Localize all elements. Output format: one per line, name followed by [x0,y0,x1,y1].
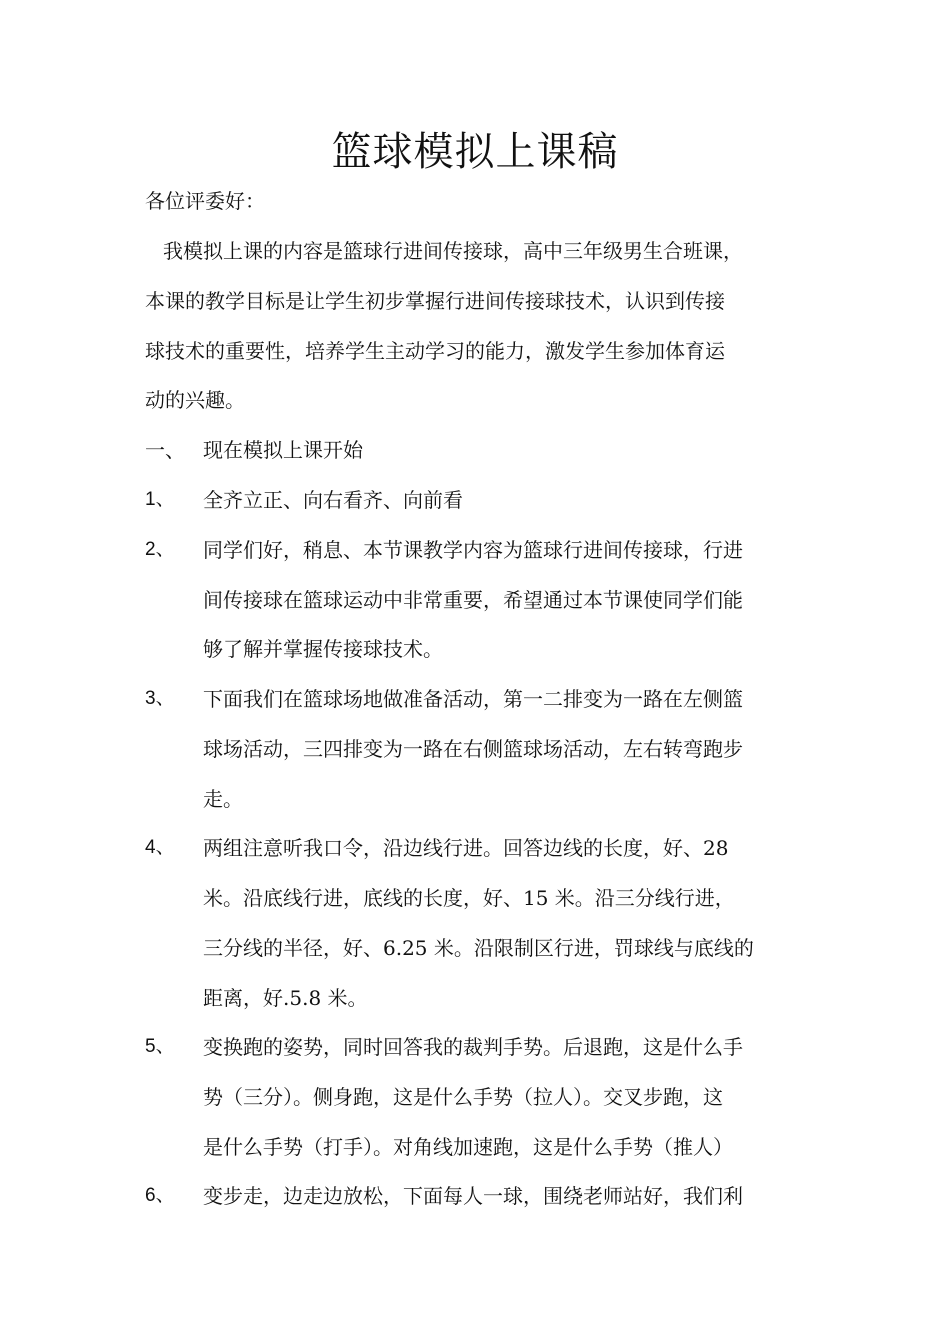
intro-line: 球技术的重要性，培养学生主动学习的能力，激发学生参加体育运 [145,339,725,363]
list-item-line: 距离，好.5.8 米。 [203,986,368,1010]
list-item-line: 是什么手势（打手）。对角线加速跑，这是什么手势（推人） [203,1135,733,1159]
list-item-line: 变步走，边走边放松，下面每人一球，围绕老师站好，我们利 [203,1184,743,1208]
section-marker: 一、 [145,438,185,462]
list-marker: 4、 [145,837,175,858]
intro-line: 动的兴趣。 [145,388,245,412]
list-item-line: 两组注意听我口令，沿边线行进。回答边线的长度，好、28 [203,836,729,860]
list-item-line: 走。 [203,787,243,811]
list-marker: 2、 [145,539,175,560]
list-item-line: 间传接球在篮球运动中非常重要，希望通过本节课使同学们能 [203,588,743,612]
list-item-line: 够了解并掌握传接球技术。 [203,637,443,661]
document-title: 篮球模拟上课稿 [331,129,619,175]
greeting: 各位评委好： [145,189,265,213]
list-item-line: 三分线的半径，好、6.25 米。沿限制区行进，罚球线与底线的 [203,936,754,960]
list-marker: 6、 [145,1185,175,1206]
list-item-line: 同学们好，稍息、本节课教学内容为篮球行进间传接球，行进 [203,538,743,562]
section-heading: 现在模拟上课开始 [203,438,363,462]
list-marker: 3、 [145,688,175,709]
list-marker: 5、 [145,1036,175,1057]
list-marker: 1、 [145,489,175,510]
list-item-line: 球场活动，三四排变为一路在右侧篮球场活动，左右转弯跑步 [203,737,743,761]
list-item-line: 变换跑的姿势，同时回答我的裁判手势。后退跑，这是什么手 [203,1035,743,1059]
list-item-line: 米。沿底线行进，底线的长度，好、15 米。沿三分线行进， [203,886,735,910]
list-item-line: 全齐立正、向右看齐、向前看 [203,488,463,512]
intro-line: 本课的教学目标是让学生初步掌握行进间传接球技术，认识到传接 [145,289,725,313]
list-item-line: 下面我们在篮球场地做准备活动，第一二排变为一路在左侧篮 [203,687,743,711]
intro-line: 我模拟上课的内容是篮球行进间传接球，高中三年级男生合班课， [163,239,743,263]
list-item-line: 势（三分）。侧身跑，这是什么手势（拉人）。交叉步跑，这 [203,1085,723,1109]
